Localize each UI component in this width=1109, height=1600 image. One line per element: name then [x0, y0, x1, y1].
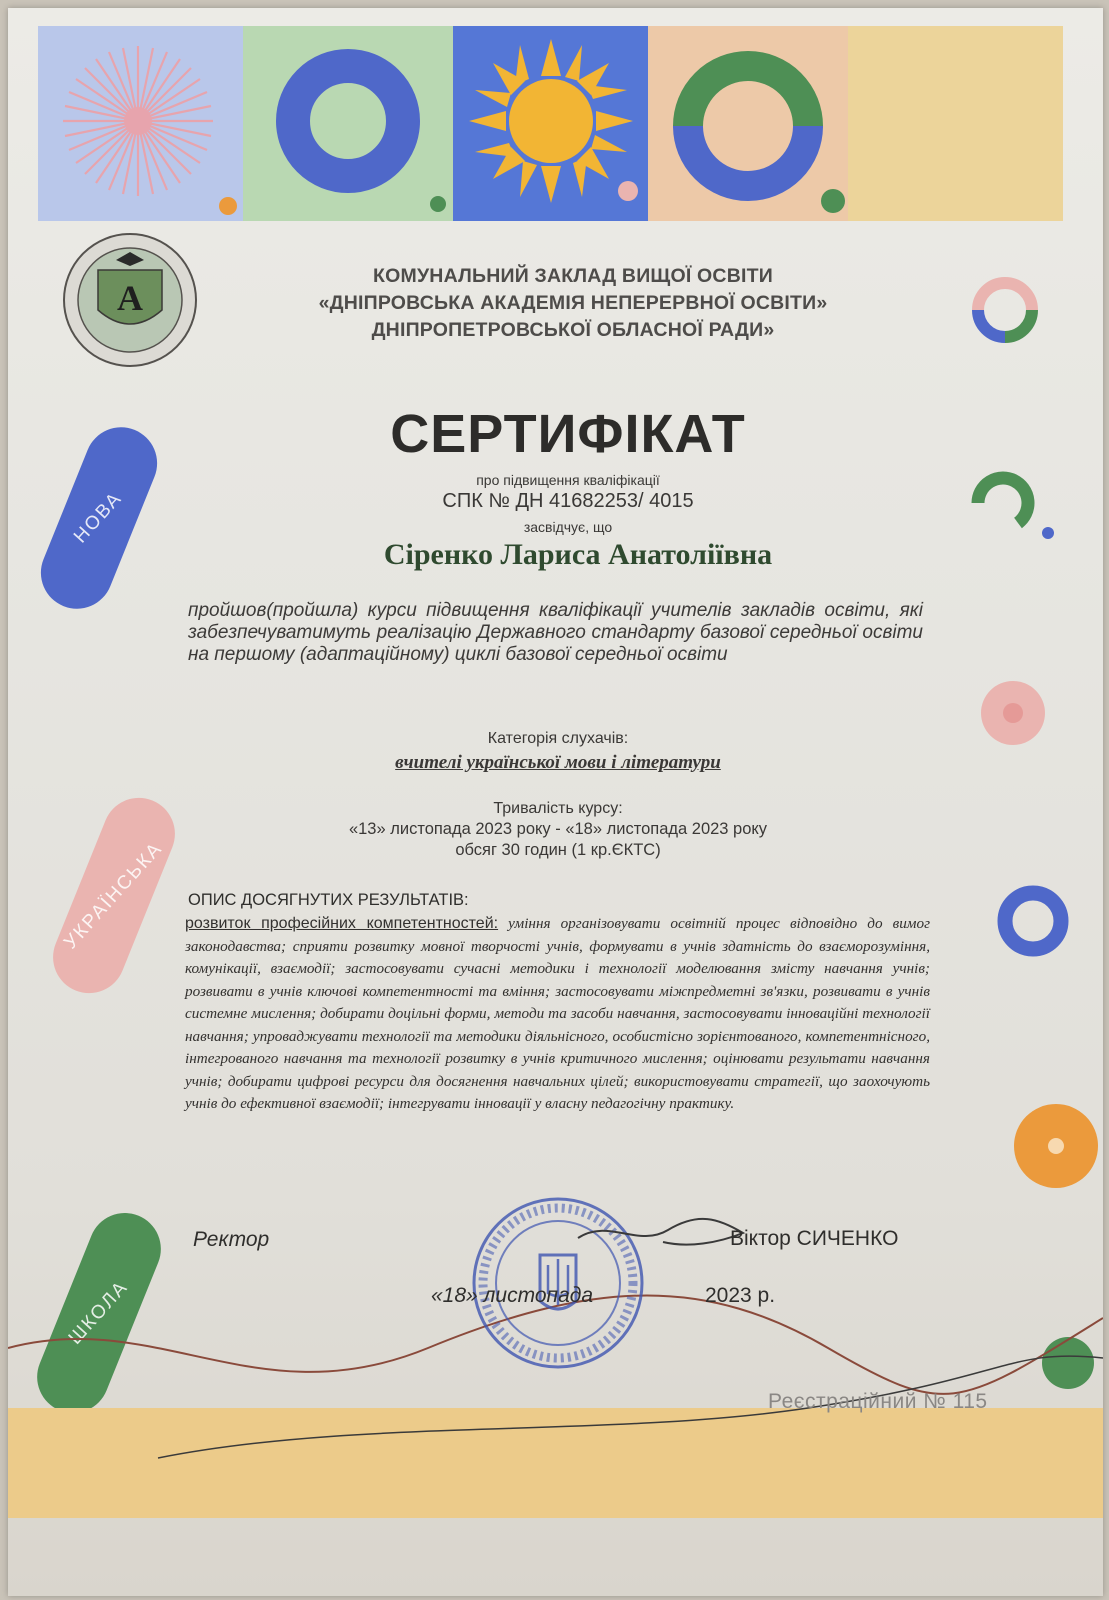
side-pill-blue-label: НОВА [70, 487, 127, 548]
ring-icon [243, 26, 453, 221]
right-pink-flower-icon [973, 673, 1053, 753]
category-value: вчителі української мови і літератури [395, 752, 721, 773]
banner-tile-arc [648, 26, 848, 221]
side-pill-pink-label: УКРАЇНСЬКА [60, 837, 167, 953]
decorative-banner [38, 26, 1063, 221]
results-text [185, 913, 930, 1116]
banner-tile-orange [848, 26, 1063, 221]
rector-name: Віктор СИЧЕНКО [730, 1227, 899, 1250]
certifies-text: засвідчує, що [523, 519, 613, 535]
side-pill-pink [42, 787, 186, 1004]
institution-line-3: ДНІПРОПЕТРОВСЬКОЇ ОБЛАСНОЇ РАДИ» [371, 319, 775, 341]
academy-logo [58, 230, 203, 370]
arc-ring-icon [648, 26, 848, 221]
category-label: Категорія слухачів: [487, 730, 629, 747]
results-lead: розвиток професійних компетентностей: [185, 915, 499, 932]
institution-line-2: «ДНІПРОВСЬКА АКАДЕМІЯ НЕПЕРЕРВНОЇ ОСВІТИ» [318, 292, 828, 314]
results-body: уміння організовувати освітній процес відповідно до вимог законодавства; сприяти розвитку мовної творчості учнів, формувати в учнів здатність до взаєморозуміння, комунікації, взаємодії; застосовувати сучасні методики і технології моделювання змісту навчання учнів; розвивати в учнів ключові компетентності та вміння; застосовувати міжпредметні зв'язки, розвивати в учнів системне мислення; добирати доцільні форми, методи та засоби навчання, застосовувати інноваційні технології навчання; упроваджувати технології та методики діяльнісного, особистісно зорієнтованого, компетентнісного, інтегрованого навчання та технології розвитку в учнів критичного мислення; оцінювати результати навчання учнів; добирати цифрові ресурси для досягнення навчальних цілей; використовувати стратегії, що заохочують учнів до ефективної взаємодії; інтегрувати інновації у власну педагогічну практику. [185, 915, 931, 1112]
right-orange-circle-icon [1008, 1098, 1103, 1193]
course-description: пройшов(пройшла) курси підвищення кваліфікації учителів закладів освіти, які забезпечуватимуть реалізацію Державного стандарту базової середньої освіти на першому (адаптаційному) циклі базової середньої освіти [188, 600, 923, 665]
banner-tile-ring [243, 26, 453, 221]
side-pill-blue [30, 416, 168, 619]
results-heading: ОПИС ДОСЯГНУТИХ РЕЗУЛЬТАТІВ: [188, 891, 469, 909]
registration-number: Реєстраційний № 115 [768, 1390, 988, 1413]
flower-icon [38, 26, 243, 221]
duration-volume: обсяг 30 годин (1 кр.ЄКТС) [455, 841, 661, 859]
issue-date-day: «18» листопада [431, 1284, 594, 1307]
institution-line-1: КОМУНАЛЬНИЙ ЗАКЛАД ВИЩОЇ ОСВІТИ [373, 265, 773, 287]
banner-tile-flower [38, 26, 243, 221]
institution-name [213, 263, 933, 344]
certificate-title: СЕРТИФІКАТ [390, 404, 746, 464]
banner-tile-sun [453, 26, 648, 221]
logo-letter: А [117, 278, 143, 318]
side-pill-green-label: ШКОЛА [64, 1276, 133, 1349]
duration-label: Тривалість курсу: [493, 800, 623, 817]
right-green-ring-icon [958, 463, 1058, 553]
rector-label: Ректор [193, 1228, 270, 1251]
sun-icon [453, 26, 648, 221]
issue-date-year: 2023 р. [705, 1284, 776, 1307]
recipient-name: Сіренко Лариса Анатоліївна [383, 538, 773, 571]
certificate-subtitle: про підвищення кваліфікації [476, 472, 660, 488]
duration-dates: «13» листопада 2023 року - «18» листопада 2023 року [348, 820, 768, 838]
right-blue-ring-icon [993, 883, 1083, 973]
certificate-sheet [8, 8, 1103, 1596]
right-arc-ring-icon [958, 263, 1053, 358]
certificate-number: СПК № ДН 41682253/ 4015 [442, 490, 694, 512]
